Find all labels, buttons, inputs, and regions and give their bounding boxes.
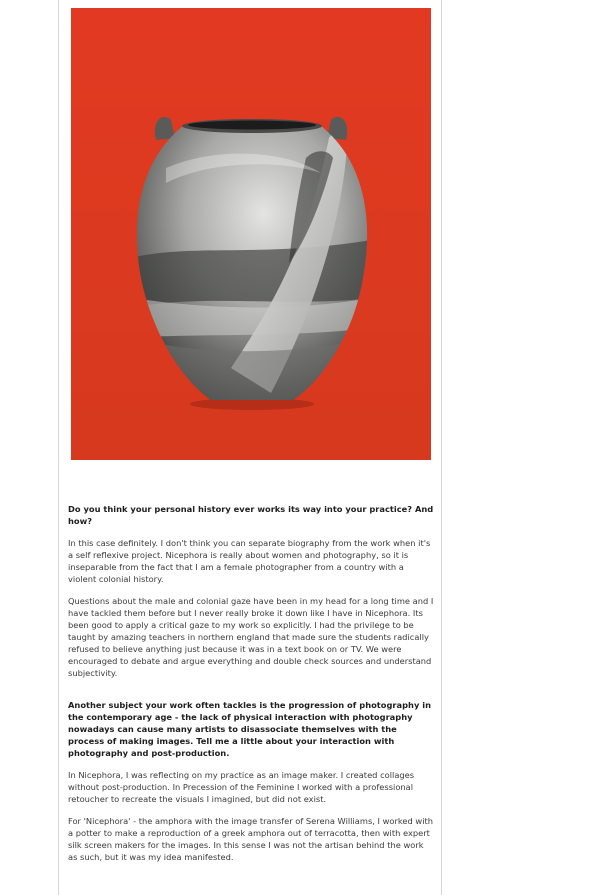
interview-text [68, 503, 434, 873]
answer-paragraph: In this case definitely. I don't think you can separate biography from the work when it's a self reflexive project. Nicephora is really about women and photography, so it is inseparable from the fact that I am a female photographer from a country with a violent colonial history. [68, 538, 431, 584]
answer-paragraph: In Nicephora, I was reflecting on my practice as an image maker. I created collages without post-production. In Precession of the Feminine I worked with a professional retoucher to recreate the visuals I imagined, but did not exist. [68, 770, 415, 804]
article-column [58, 0, 442, 895]
section-spacer [68, 689, 434, 699]
amphora-photo [71, 8, 431, 460]
answer-paragraph: Questions about the male and colonial gaze have been in my head for a long time and I have tackled them before but I never really broke it down like I have in Nicephora. Its been good to apply a critical gaze to my work so explicitly. I had the privilege to be taught by amazing teachers in northern england that made sure the students radically refused to believe anything just because it was in a text book on or TV. We were encouraged to debate and argue everything and double check sources and understand subjectivity. [68, 596, 434, 678]
amphora-illustration [71, 8, 431, 460]
question-1: Do you think your personal history ever works its way into your practice? And how? [68, 504, 434, 526]
answer-paragraph: For 'Nicephora' - the amphora with the image transfer of Serena Williams, I worked with a potter to make a reproduction of a greek amphora out of terracotta, then with expert silk screen makers for the images. In this sense I was not the artisan behind the work as such, but it was my idea manifested. [68, 816, 434, 862]
question-2: Another subject your work often tackles is the progression of photography in the contemporary age - the lack of physical interaction with photography nowadays can cause many artists to disassociate themselves with the process of making images. Tell me a little about your interaction with photography and post-production. [68, 700, 431, 758]
